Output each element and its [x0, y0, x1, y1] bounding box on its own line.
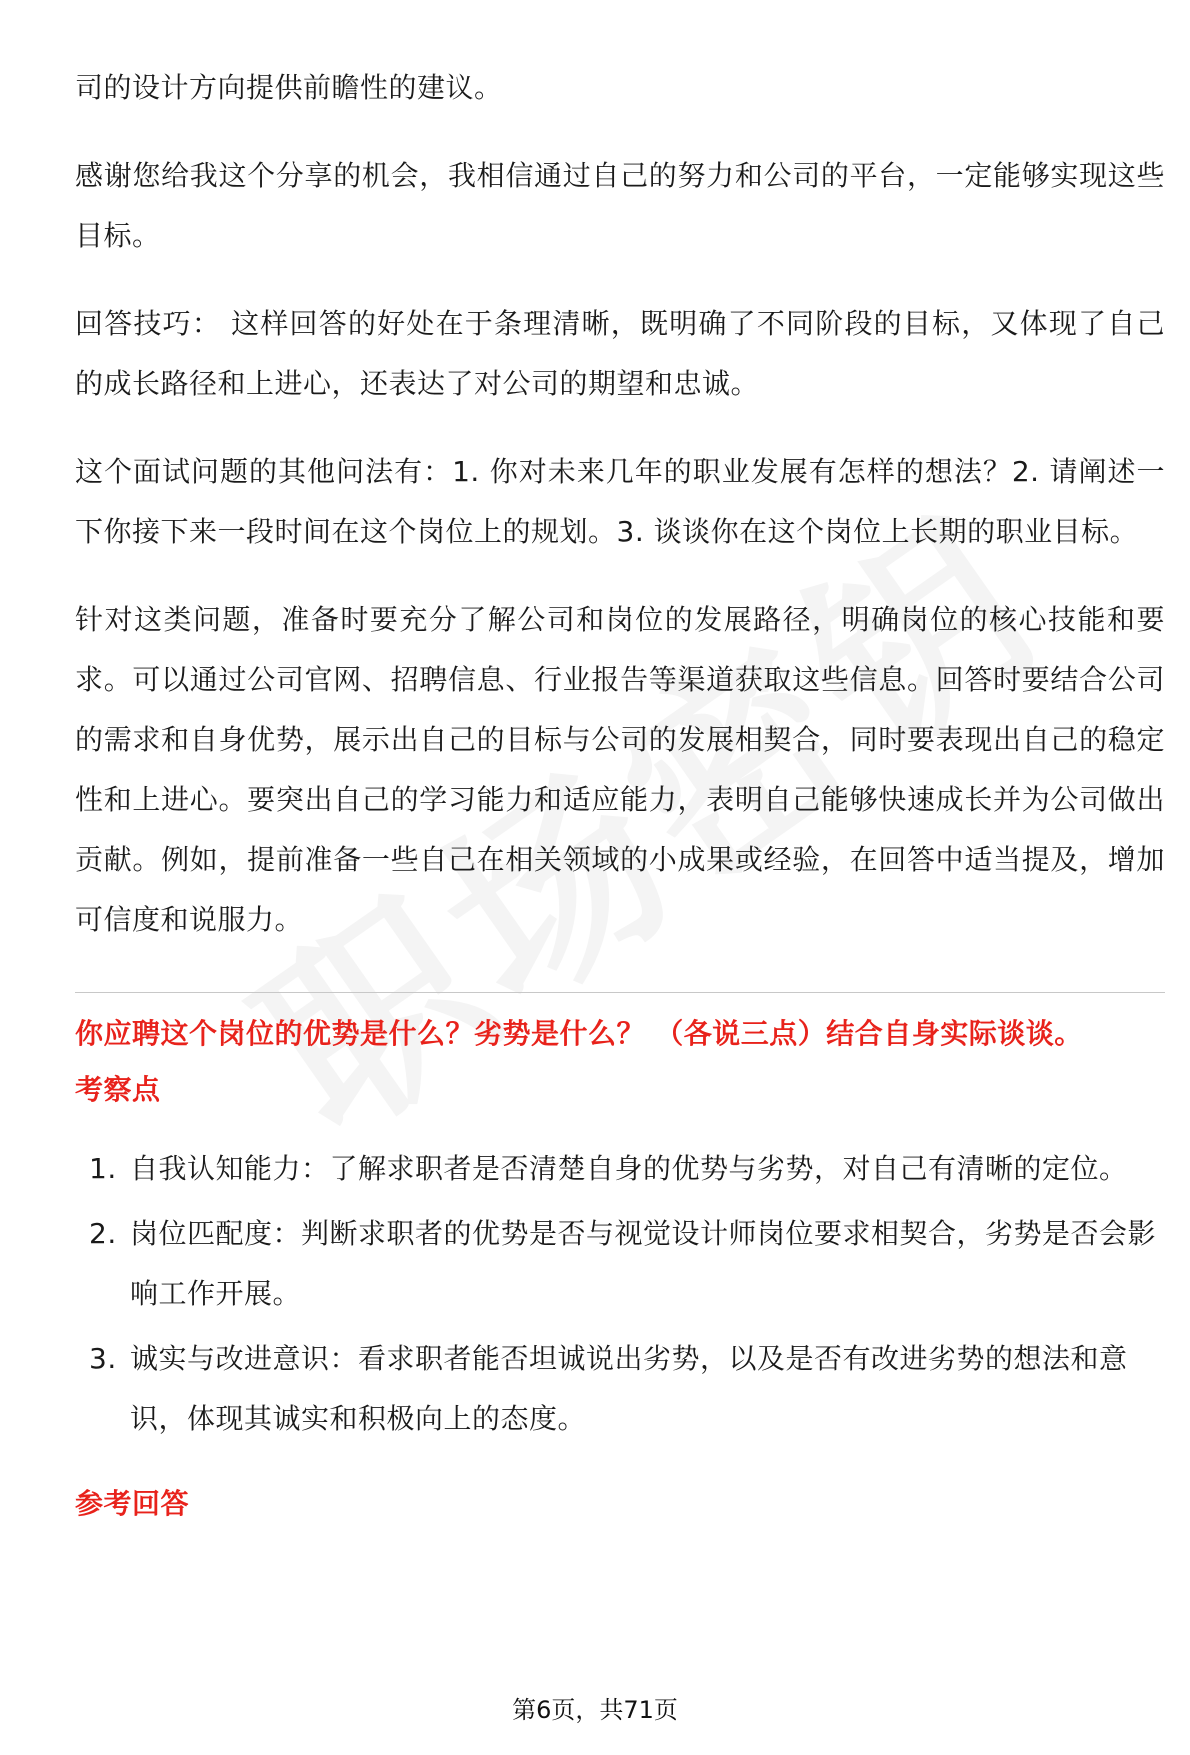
point-text: 岗位匹配度：判断求职者的优势是否与视觉设计师岗位要求相契合，劣势是否会影响工作开展。 [130, 1217, 1157, 1310]
section-divider [75, 992, 1165, 993]
point-number: 3. [89, 1342, 117, 1375]
point-text: 诚实与改进意识：看求职者能否坦诚说出劣势，以及是否有改进劣势的想法和意识，体现其诚实和积极向上的态度。 [130, 1342, 1128, 1435]
reference-answer-heading: 参考回答 [75, 1487, 190, 1520]
point-text: 自我认知能力：了解求职者是否清楚自身的优势与劣势，对自己有清晰的定位。 [130, 1152, 1128, 1185]
assessment-point [75, 1329, 1165, 1449]
paragraph: 针对这类问题，准备时要充分了解公司和岗位的发展路径，明确岗位的核心技能和要求。可以通过公司官网、招聘信息、行业报告等渠道获取这些信息。回答时要结合公司的需求和自身优势，展示出自己的目标与公司的发展相契合，同时要表现出自己的稳定性和上进心。要突出自己的学习能力和适应能力，表明自己能够快速成长并为公司做出贡献。例如，提前准备一些自己在相关领域的小成果或经验，在回答中适当提及，增加可信度和说服力。 [75, 603, 1165, 936]
assessment-heading: 考察点 [75, 1073, 161, 1106]
question-title: 你应聘这个岗位的优势是什么？劣势是什么？ （各说三点）结合自身实际谈谈。 [75, 1017, 1083, 1050]
point-number: 1. [89, 1152, 117, 1185]
paragraph: 这个面试问题的其他问法有：1. 你对未来几年的职业发展有怎样的想法？2. 请阐述一下你接下来一段时间在这个岗位上的规划。3. 谈谈你在这个岗位上长期的职业目标。 [75, 455, 1165, 548]
assessment-point [75, 1139, 1165, 1199]
page-footer: 第6页，共71页 [512, 1696, 678, 1724]
paragraph: 司的设计方向提供前瞻性的建议。 [75, 71, 503, 104]
assessment-points-list [75, 1139, 1165, 1449]
assessment-point [75, 1204, 1165, 1324]
point-number: 2. [89, 1217, 117, 1250]
page-content [75, 58, 1165, 1553]
paragraph: 回答技巧： 这样回答的好处在于条理清晰，既明确了不同阶段的目标，又体现了自己的成长路径和上进心，还表达了对公司的期望和忠诚。 [75, 307, 1165, 400]
paragraph: 感谢您给我这个分享的机会，我相信通过自己的努力和公司的平台，一定能够实现这些目标。 [75, 159, 1165, 252]
